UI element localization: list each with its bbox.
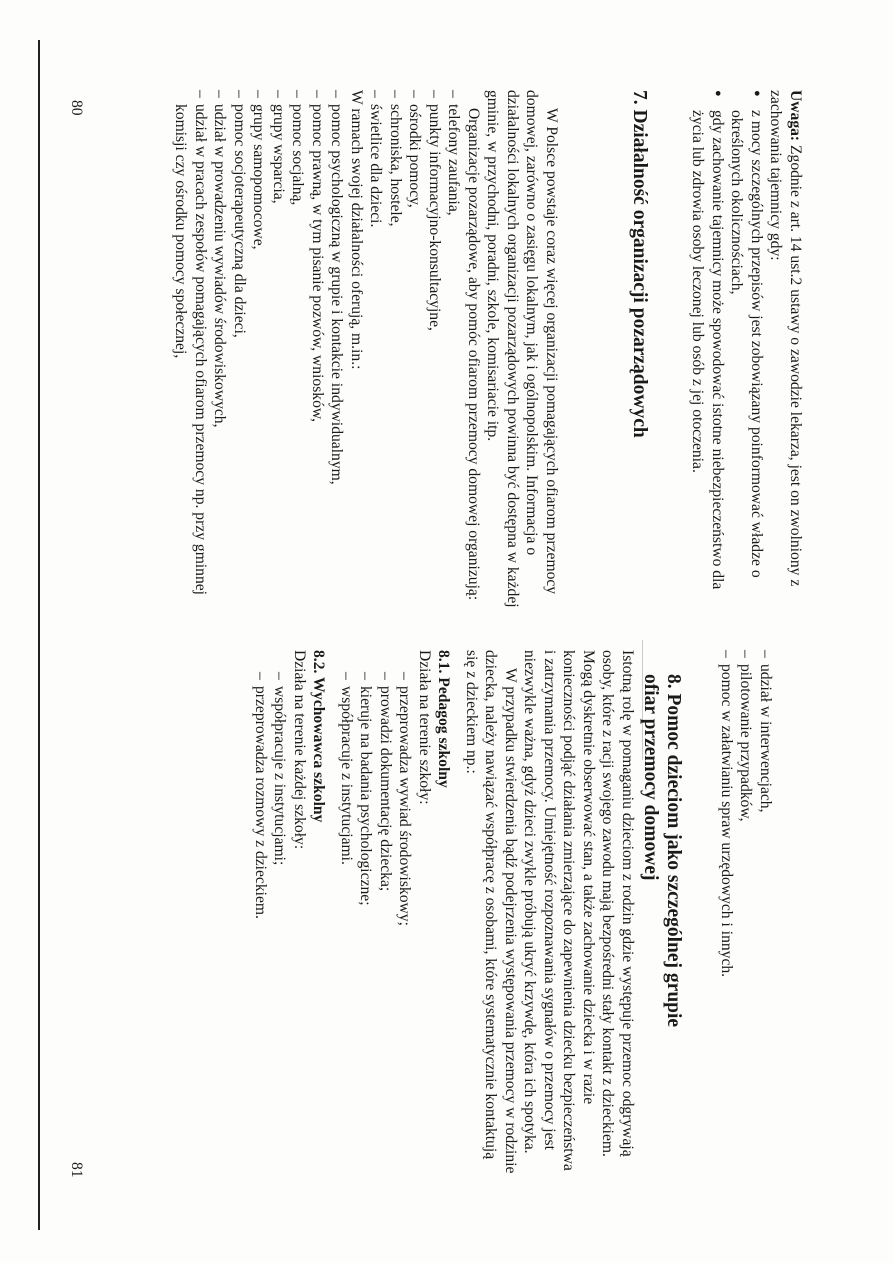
subsection-title-8-2: 8.2. Wychowawca szkolny xyxy=(310,650,328,823)
uwaga-text: Zgodnie z art. 14 ust.2 ustawy o zawodzie lekarza, jest on zwolniony z zachowania tajemnicy gdy: xyxy=(767,90,804,587)
list-item: – pomoc socjoterapeutyczną dla dzieci, xyxy=(230,90,250,618)
list-item: – przeprowadza wywiad środowiskowy; xyxy=(395,672,415,1178)
page-81 xyxy=(13,650,893,1190)
list-item: – udział w pracach zespołów pomagających ofiarom przemocy np. przy gminnej komisji czy ośrodku pomocy społecznej, xyxy=(171,90,210,618)
list-item: – schroniska, hostele, xyxy=(386,90,406,618)
paragraph: W Polsce powstaje coraz więcej organizacji pomagających ofiarom przemocy domowej, zarówno o zasięgu lokalnym, jak i ogólnopolskim. Informacja o działalności lokalnych organizacji pozarządowych powinna być dostępna w każdej gminie, w przychodni, poradni, szkole, komisariacie itp. xyxy=(484,90,560,608)
list-item: – grupy wsparcia, xyxy=(269,90,289,618)
list-item: – udział w prowadzeniu wywiadów środowiskowych, xyxy=(210,90,230,618)
list-item: – ośrodki pomocy, xyxy=(405,90,425,618)
section-title-8: 8. Pomoc dzieciom jako szczególnej grupie ofiar przemocy domowej xyxy=(640,674,684,1028)
paragraph: Działa na terenie każdej szkoły: xyxy=(291,650,308,850)
list-item: – pomoc w załatwianiu spraw urzędowych i innych. xyxy=(717,650,737,1178)
list-item: ● z mocy szczególnych przepisów jest zobowiązany poinformować władze o określonych okolicznościach, xyxy=(727,90,766,618)
list-item: – pomoc psychologiczną w grupie i kontakcie indywidualnym, xyxy=(327,90,347,618)
subsection-title-8-1: 8.1. Pedagog szkolny xyxy=(435,650,453,788)
offer-list xyxy=(171,90,347,618)
list-item: – kieruje na badania psychologiczne; xyxy=(356,672,376,1178)
list-item: – grupy samopomocowe, xyxy=(249,90,269,618)
list-item: – pilotowanie przypadków, xyxy=(736,650,756,1178)
list-item: – współpracuje z instytucjami; xyxy=(270,672,290,1178)
section-7-body xyxy=(171,90,561,618)
paragraph: W przypadku stwierdzenia bądź podejrzenia występowania przemocy w rodzinie dziecka, należy nawiązać współpracę z osobami, które systematycznie kontaktują się z dzieckiem np.: xyxy=(463,650,519,1174)
page-80 xyxy=(13,90,893,630)
list-item: – prowadzi dokumentację dziecka; xyxy=(376,672,396,1178)
paragraph: Istotną rolę w pomaganiu dzieciom z rodzin gdzie występuje przemoc odgrywają osoby, które z racji swojego zawodu mają bezpośredni stały kontakt z dzieckiem. Mogą dyskretnie obserwować stan, a także zachowanie dziecka i w razie konieczności podjąć działania zmierzające do zapewnienia dziecku bezpieczeństwa i zatrzymania przemocy. Umiejętność rozpoznawania sygnałów o przemocy jest niezwykle ważna, gdyż dzieci zwykle próbują ukryć krzywdę, która ich spotyka. xyxy=(521,650,636,1171)
list-item: – przeprowadza rozmowy z dzieckiem. xyxy=(251,672,271,1178)
paragraph: Działa na terenie szkoły: xyxy=(416,650,433,805)
uwaga-list xyxy=(688,90,766,618)
section-8-body xyxy=(251,650,638,1178)
list-item: – świetlice dla dzieci. xyxy=(366,90,386,618)
list-item: – współpracuje z instytucjami. xyxy=(337,672,357,1178)
organize-list xyxy=(366,90,464,618)
list-item: – telefony zaufania, xyxy=(444,90,464,618)
list-item: – pomoc prawną, w tym pisanie pozwów, wniosków, xyxy=(308,90,328,618)
pedagog-list xyxy=(337,650,415,1178)
page-number: 80 xyxy=(68,100,85,116)
list-item: – udział w interwencjach, xyxy=(756,650,776,1178)
paragraph: Organizacje pozarządowe, aby pomóc ofiarom przemocy domowej organizują: xyxy=(465,108,482,601)
uwaga-block xyxy=(688,90,805,618)
uwaga-label: Uwaga: xyxy=(787,90,804,142)
list-item: – punkty informacyjno-konsultacyjne, xyxy=(425,90,445,618)
list-item: – pomoc socjalną, xyxy=(288,90,308,618)
section-title-7: 7. Działalność organizacji pozarządowych xyxy=(629,90,650,438)
list-item: ● gdy zachowanie tajemnicy może spowodować istotne niebezpieczeństwo dla życia lub zdrowia osoby leczonej lub osób z jej otoczenia. xyxy=(688,90,727,618)
list-continuation xyxy=(717,650,776,1178)
page-number: 81 xyxy=(68,1162,85,1178)
wychowawca-list xyxy=(251,650,290,1178)
paragraph: W ramach swojej działalności oferują, m.in.: xyxy=(348,90,365,370)
